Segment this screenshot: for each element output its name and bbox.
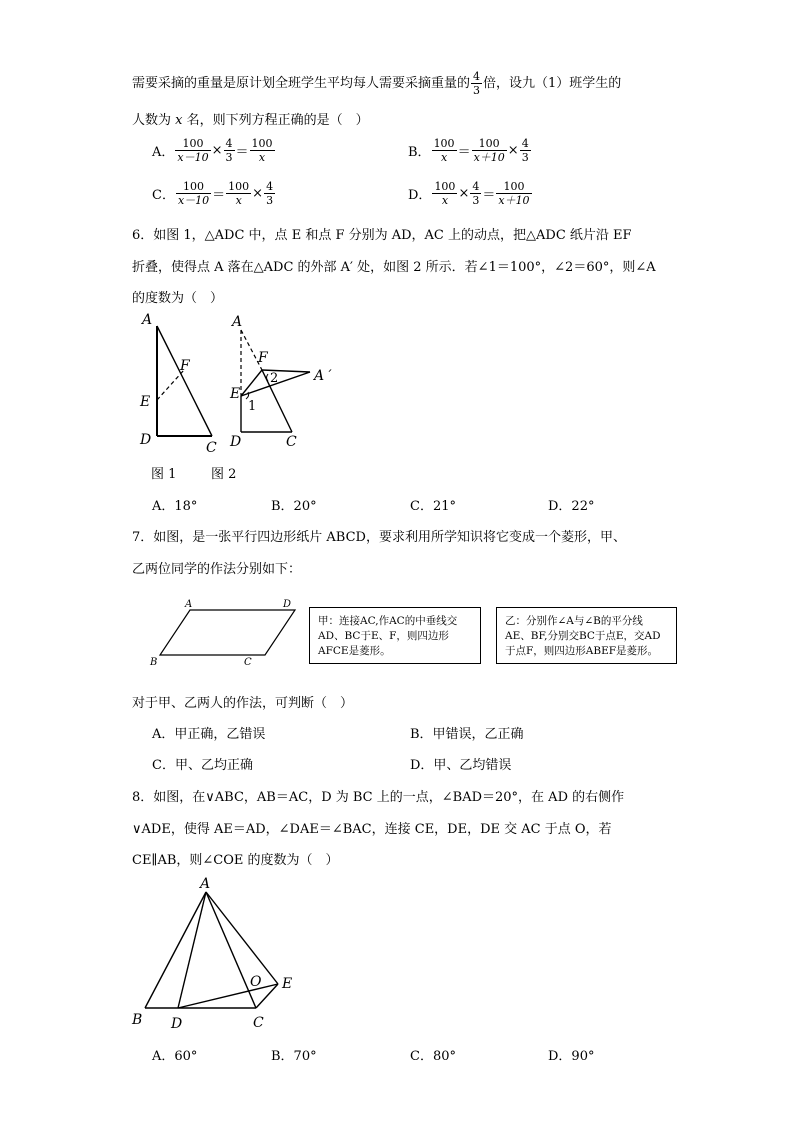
q7-method-yi-box: 乙：分别作∠A与∠B的平分线AE、BF,分别交BC于点E，交AD于点F，则四边形ABEF是菱形。 [496,607,677,664]
q8-stem-line2: ∨ADE，使得 AE＝AD，∠DAE＝∠BAC，连接 CE，DE，DE 交 AC 于点 O，若 [132,822,612,837]
q8-triangle-figure [128,872,308,1032]
fig2-label-D: D [230,434,242,450]
fig2-angle2-arc [267,374,269,381]
q6-option-c[interactable]: C．21° [410,499,456,514]
fig1-caption: 图 1 [151,467,177,482]
q8-option-a[interactable]: A．60° [152,1049,198,1064]
q8-segment-AE [206,892,278,984]
q5-option-d[interactable]: D． $\frac{100}{x}$ × $\frac{4}{3}$ ＝ $\frac{100}{x+10}$ [408,180,530,207]
fig1-side-AC [157,326,212,436]
q8-label-B: B [132,1012,143,1028]
q5-option-c[interactable]: C． $\frac{100}{x-10}$ ＝ $\frac{100}{x}$ × $\frac{4}{3}$ [152,180,274,207]
fig1-label-F: F [180,358,190,374]
q8-option-c[interactable]: C．80° [410,1049,456,1064]
fraction-four-thirds: $\frac{4}{3}$ [473,70,481,97]
q6-option-b[interactable]: B．20° [271,499,317,514]
fig2-label-C: C [286,434,297,450]
fig2-angle1-arc [246,392,249,399]
q7-label-C: C [244,657,252,668]
fig2-label-E: E [230,386,241,402]
q6-stem-line2: 折叠，使得点 A 落在△ADC 的外部 A′ 处，如图 2 所示．若∠1＝100°，∠2＝60°，则∠A [132,260,656,275]
q5-option-a[interactable]: A． $\frac{100}{x-10}$ × $\frac{4}{3}$ ＝ $\frac{100}{x}$ [152,137,273,164]
q7-label-B: B [150,657,158,668]
q8-label-A: A [200,876,211,892]
fig2-angle2-label: 2 [270,371,279,386]
q7-option-d[interactable]: D．甲、乙均错误 [410,758,512,773]
q8-label-O: O [250,974,262,990]
q8-side-AB [145,892,206,1008]
q5-option-b[interactable]: B． $\frac{100}{x}$ ＝ $\frac{100}{x+10}$ × $\frac{4}{3}$ [408,137,529,164]
q7-label-D: D [283,599,292,610]
fig1-fold-EF [157,370,184,400]
fig1-label-E: E [140,394,151,410]
fig1-label-C: C [206,440,217,456]
fig2-caption: 图 2 [211,467,237,482]
fig1-label-D: D [140,432,152,448]
fig2-angle1-label: 1 [248,399,257,414]
q8-stem-line1: 8．如图，在∨ABC，AB＝AC，D 为 BC 上的一点，∠BAD＝20°，在 AD 的右侧作 [132,790,625,805]
q7-question: 对于甲、乙两人的作法，可判断（ ） [132,696,354,711]
q7-method-jia-box: 甲：连接AC,作AC的中垂线交AD、BC于E、F，则四边形AFCE是菱形。 [309,607,481,664]
q7-option-c[interactable]: C．甲、乙均正确 [152,758,253,773]
q8-label-D: D [171,1016,183,1032]
fig1-label-A: A [142,312,153,328]
q6-option-a[interactable]: A．18° [152,499,198,514]
q8-label-E: E [282,976,293,992]
q6-stem-line1: 6．如图 1，△ADC 中，点 E 和点 F 分别为 AD，AC 上的动点，把△ADC 纸片沿 EF [132,228,632,243]
q8-option-b[interactable]: B．70° [271,1049,317,1064]
q6-option-d[interactable]: D．22° [548,499,595,514]
fig2-label-A: A [232,314,243,330]
q6-figures [132,308,472,458]
q8-segment-AD [178,892,206,1008]
q7-stem-line1: 7．如图，是一张平行四边形纸片 ABCD，要求利用所学知识将它变成一个菱形，甲、 [132,530,626,545]
q8-option-d[interactable]: D．90° [548,1049,595,1064]
q7-option-b[interactable]: B．甲错误，乙正确 [410,727,524,742]
q8-segment-DE [178,984,278,1008]
q8-stem-line3: CE∥AB，则∠COE 的度数为（ ） [132,853,339,868]
q5-stem-line1: 需要采摘的重量是原计划全班学生平均每人需要采摘重量的 $\frac{4}{3}$ 倍，设九（1）班学生的 [132,70,622,97]
q5-stem-line2: 人数为 x 名，则下列方程正确的是（ ） [132,113,369,128]
q6-stem-line3: 的度数为（ ） [132,291,224,306]
q7-option-a[interactable]: A．甲正确，乙错误 [152,727,266,742]
q7-stem-line2: 乙两位同学的作法分别如下： [132,562,302,577]
q7-parallelogram-figure [145,595,315,670]
q7-label-A: A [185,599,193,610]
fig2-label-A-prime: A ′ [314,368,332,384]
q8-label-C: C [253,1015,264,1031]
parallelogram-ABCD [160,610,295,655]
fig2-label-F: F [258,350,268,366]
